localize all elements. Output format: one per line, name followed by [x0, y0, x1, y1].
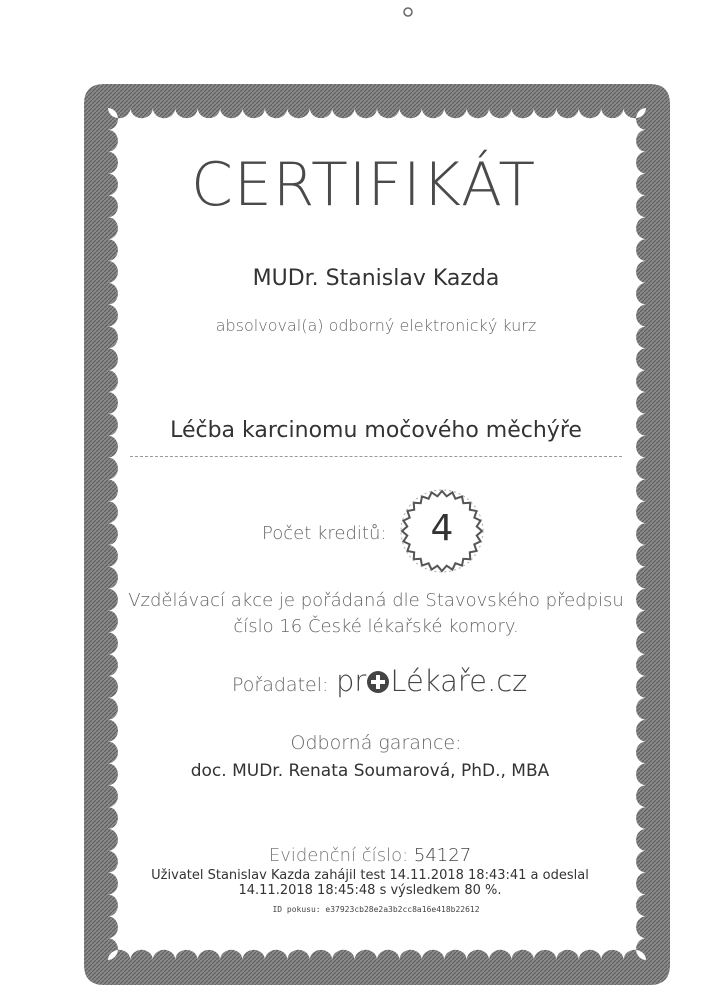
regulation-line-1: Vzdělávací akce je pořádaná dle Stavovského předpisu — [128, 590, 624, 611]
user-test-note — [0, 868, 727, 898]
credits-label: Počet kreditů: — [262, 523, 387, 544]
guarantor-name: doc. MUDr. Renata Soumarová, PhD., MBA — [190, 761, 550, 781]
divider — [130, 456, 622, 457]
user-note-line-2: 14.11.2018 18:45:48 s výsledkem 80 %. — [238, 883, 502, 898]
recipient-name: MUDr. Stanislav Kazda — [252, 266, 500, 291]
evidence-label: Evidenční číslo: — [268, 845, 409, 866]
organizer-label: Pořadatel: — [232, 674, 329, 696]
course-name: Léčba karcinomu močového měchýře — [170, 418, 582, 443]
logo-prefix: pr — [336, 664, 367, 698]
completed-text: absolvoval(a) odborný elektronický kurz — [215, 316, 537, 335]
guarantee-label: Odborná garance: — [290, 732, 462, 754]
corner-mark-icon — [402, 6, 414, 18]
credits-value: 4 — [430, 508, 454, 549]
organizer-logo — [336, 664, 527, 698]
evidence-number — [0, 845, 727, 866]
certificate-title: CERTIFIKÁT — [190, 150, 536, 220]
test-id: ID pokusu: e37923cb28e2a3b2cc8a16e418b22612 — [272, 905, 480, 914]
regulation-line-2: číslo 16 České lékařské komory. — [233, 616, 519, 637]
user-note-line-1: Uživatel Stanislav Kazda zahájil test 14.11.2018 18:43:41 a odeslal — [151, 868, 589, 883]
logo-suffix: Lékaře.cz — [390, 664, 528, 698]
regulation-text — [0, 588, 727, 640]
plus-circle-icon — [367, 671, 389, 693]
evidence-value: 54127 — [413, 845, 472, 866]
